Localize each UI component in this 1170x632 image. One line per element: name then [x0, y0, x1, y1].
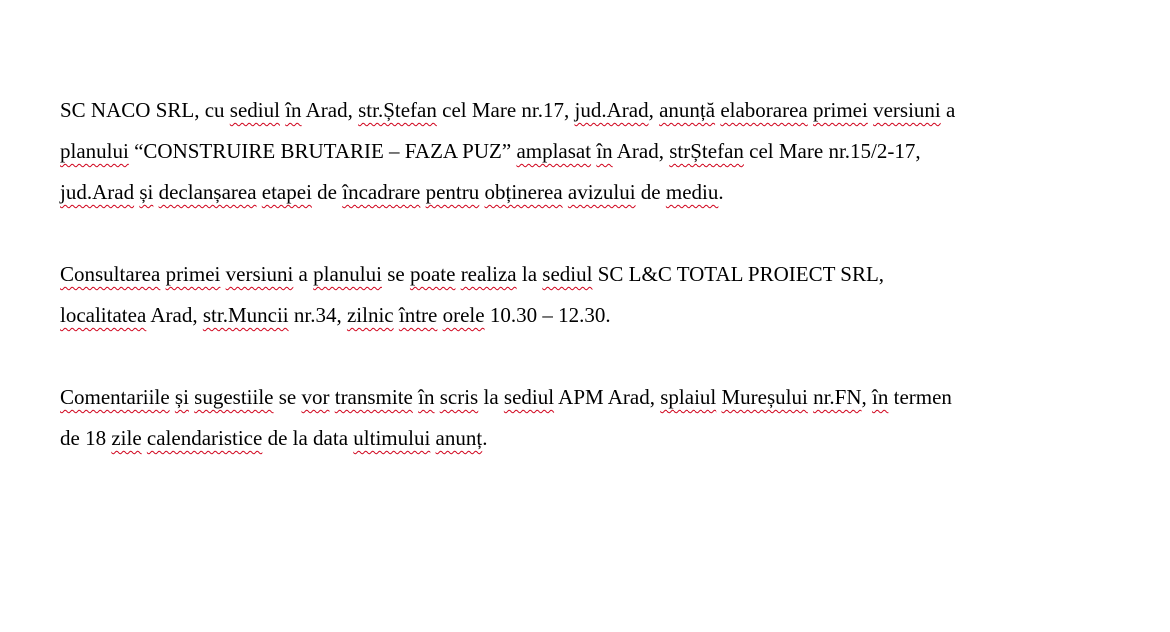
paragraph-line	[60, 418, 1120, 459]
spellcheck-flagged-word[interactable]: etapei	[261, 180, 312, 204]
spellcheck-flagged-word[interactable]: planului	[313, 262, 382, 286]
text-run: Arad,	[612, 139, 670, 163]
text-run: cel Mare nr.17,	[436, 98, 575, 122]
spellcheck-flagged-word[interactable]: calendaristice	[146, 426, 263, 450]
text-run: se	[273, 385, 302, 409]
spellcheck-flagged-word[interactable]: sugestiile	[194, 385, 274, 409]
paragraph-comments	[60, 377, 1120, 459]
spellcheck-flagged-word[interactable]: versiuni	[873, 98, 941, 122]
spellcheck-flagged-word[interactable]: splaiul	[660, 385, 717, 409]
spellcheck-flagged-word[interactable]: avizului	[567, 180, 636, 204]
spellcheck-flagged-word[interactable]: str.Muncii	[202, 303, 289, 327]
spellcheck-flagged-word[interactable]: amplasat	[516, 139, 592, 163]
spellcheck-flagged-word[interactable]: Consultarea	[60, 262, 161, 286]
spellcheck-flagged-word[interactable]: pentru	[425, 180, 480, 204]
text-run: Arad,	[301, 98, 359, 122]
spellcheck-flagged-word[interactable]: scris	[439, 385, 479, 409]
text-run: se	[381, 262, 410, 286]
spellcheck-flagged-word[interactable]: primei	[165, 262, 221, 286]
spellcheck-flagged-word[interactable]: jud.Arad	[60, 180, 135, 204]
spellcheck-flagged-word[interactable]: ultimului	[353, 426, 431, 450]
spellcheck-flagged-word[interactable]: în	[285, 98, 302, 122]
text-run: de la data	[262, 426, 354, 450]
spellcheck-flagged-word[interactable]: realiza	[460, 262, 517, 286]
text-run: termen	[888, 385, 952, 409]
paragraph-line	[60, 131, 1120, 172]
paragraph-line	[60, 172, 1120, 213]
spellcheck-flagged-word[interactable]: obținerea	[484, 180, 563, 204]
spellcheck-flagged-word[interactable]: în	[418, 385, 435, 409]
spellcheck-flagged-word[interactable]: anunț	[435, 426, 483, 450]
spellcheck-flagged-word[interactable]: strȘtefan	[669, 139, 744, 163]
spellcheck-flagged-word[interactable]: jud.Arad	[574, 98, 649, 122]
paragraph-line	[60, 254, 1120, 295]
text-run: APM Arad,	[554, 385, 661, 409]
paragraph-line	[60, 295, 1120, 336]
spellcheck-flagged-word[interactable]: între	[398, 303, 438, 327]
text-run: SC L&C TOTAL PROIECT SRL,	[592, 262, 885, 286]
text-run: ,	[861, 385, 873, 409]
text-run: a	[293, 262, 314, 286]
text-run: la	[516, 262, 543, 286]
spellcheck-flagged-word[interactable]: orele	[442, 303, 485, 327]
spellcheck-flagged-word[interactable]: elaborarea	[720, 98, 808, 122]
text-run: “CONSTRUIRE BRUTARIE – FAZA PUZ”	[128, 139, 517, 163]
spellcheck-flagged-word[interactable]: zile	[111, 426, 142, 450]
spellcheck-flagged-word[interactable]: str.Ștefan	[358, 98, 437, 122]
spellcheck-flagged-word[interactable]: declanșarea	[158, 180, 257, 204]
spellcheck-flagged-word[interactable]: vor	[301, 385, 330, 409]
text-run: de 18	[60, 426, 112, 450]
text-run: de	[311, 180, 343, 204]
spellcheck-flagged-word[interactable]: planului	[60, 139, 129, 163]
spellcheck-flagged-word[interactable]: Mureșului	[721, 385, 808, 409]
paragraph-consultation	[60, 254, 1120, 336]
spellcheck-flagged-word[interactable]: în	[872, 385, 889, 409]
spellcheck-flagged-word[interactable]: anunță	[659, 98, 716, 122]
text-run: cel Mare nr.15/2-17,	[743, 139, 921, 163]
text-run: Arad,	[146, 303, 203, 327]
spellcheck-flagged-word[interactable]: sediul	[503, 385, 555, 409]
text-run: 10.30 – 12.30.	[484, 303, 611, 327]
paragraph-line	[60, 90, 1120, 131]
spellcheck-flagged-word[interactable]: și	[139, 180, 154, 204]
text-run: ,	[648, 98, 660, 122]
spellcheck-flagged-word[interactable]: versiuni	[225, 262, 294, 286]
text-run: .	[718, 180, 724, 204]
text-run: a	[940, 98, 956, 122]
spellcheck-flagged-word[interactable]: mediu	[665, 180, 719, 204]
spellcheck-flagged-word[interactable]: încadrare	[342, 180, 421, 204]
spellcheck-flagged-word[interactable]: nr.FN	[813, 385, 862, 409]
spellcheck-flagged-word[interactable]: sediul	[229, 98, 280, 122]
text-run: la	[478, 385, 504, 409]
text-run: SC NACO SRL, cu	[60, 98, 230, 122]
spellcheck-flagged-word[interactable]: sediul	[542, 262, 593, 286]
text-run: de	[635, 180, 666, 204]
spellcheck-flagged-word[interactable]: în	[596, 139, 613, 163]
spellcheck-flagged-word[interactable]: Comentariile	[60, 385, 170, 409]
spellcheck-flagged-word[interactable]: primei	[813, 98, 868, 122]
paragraph-announcement	[60, 90, 1120, 213]
spellcheck-flagged-word[interactable]: zilnic	[346, 303, 394, 327]
spellcheck-flagged-word[interactable]: și	[174, 385, 189, 409]
spellcheck-flagged-word[interactable]: transmite	[334, 385, 413, 409]
text-run: nr.34,	[288, 303, 347, 327]
paragraph-line	[60, 377, 1120, 418]
spellcheck-flagged-word[interactable]: localitatea	[60, 303, 147, 327]
text-run: .	[482, 426, 488, 450]
spellcheck-flagged-word[interactable]: poate	[409, 262, 456, 286]
